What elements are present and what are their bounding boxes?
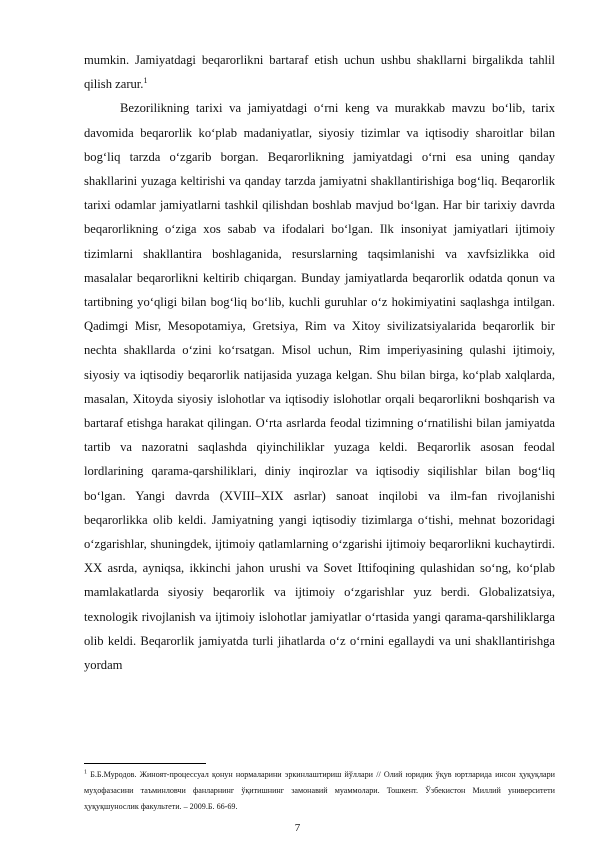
page-number: 7 bbox=[294, 822, 301, 834]
footnote-separator bbox=[84, 763, 206, 764]
paragraph-intro-text: mumkin. Jamiyatdagi beqarorlikni bartaraf etish uchun ushbu shakllarni birgalikda tahlil qilish zarur. bbox=[84, 53, 555, 92]
paragraph-history: Bezorilikning tarixi va jamiyatdagi o‘rni keng va murakkab mavzu bo‘lib, tarix davomida beqarorlik ko‘plab madaniyatlar, siyosiy tizimlar va iqtisodiy sharoitlar bilan bog‘liq tarzda o‘zgarib borgan. Beqarorlikning jamiyatdagi o‘rni esa uning qanday shakllarini yuzaga keltirishi va qanday tarzda jamiyatni shakllantirishiga bog‘liq. Beqarorlik tarixi odamlar jamiyatlarni tashkil qilishdan boshlab mavjud bo‘lgan. Har bir tarixiy davrda beqarorlikning o‘ziga xos sabab va ifodalari bo‘lgan. Ilk insoniyat jamiyatlari ijtimoiy tizimlarni shakllantira boshlaganida, resurslarning taqsimlanishi va xavfsizlikka oid masalalar beqarorlikni keltirib chiqargan. Bunday jamiyatlarda beqarorlik odatda qonun va tartibning yo‘qligi bilan bog‘liq bo‘lib, kuchli guruhlar o‘z hokimiyatini saqlashga intilgan. Qadimgi Misr, Mesopotamiya, Gretsiya, Rim va Xitoy sivilizatsiyalarida beqarorlik bir nechta shakllarda o‘zini ko‘rsatgan. Misol uchun, Rim imperiyasining qulashi ijtimoiy, siyosiy va iqtisodiy beqarorlik natijasida yuzaga kelgan. Shu bilan birga, ko‘plab xalqlarda, masalan, Xitoyda siyosiy islohotlar va iqtisodiy islohotlar orqali beqarorlikni boshqarish va bartaraf etishga harakat qilingan. O‘rta asrlarda feodal tizimning o‘rnatilishi bilan jamiyatda tartib va nazoratni saqlashda qiyinchiliklar yuzaga keldi. Beqarorlik asosan feodal lordlarining qarama-qarshiliklari, diniy inqirozlar va iqtisodiy siqilishlar bilan bog‘liq bo‘lgan. Yangi davrda (XVIII–XIX asrlar) sanoat inqilobi va ilm-fan rivojlanishi beqarorlikka olib keldi. Jamiyatning yangi iqtisodiy tizimlarga o‘tishi, mehnat bozoridagi o‘zgarishlar, shuningdek, ijtimoiy qatlamlarning o‘zgarishi ijtimoiy beqarorlikni kuchaytirdi. XX asrda, ayniqsa, ikkinchi jahon urushi va Sovet Ittifoqining qulashidan so‘ng, ko‘plab mamlakatlarda siyosiy beqarorlik va ijtimoiy o‘zgarishlar yuz berdi. Globalizatsiya, texnologik rivojlanish va ijtimoiy islohotlar jamiyatlar o‘rtasida yangi qarama-qarshiliklarga olib keldi. Beqarorlik jamiyatda turli jihatlarda o‘z o‘rnini egallaydi va uni shakllantirishga yordam bbox=[84, 101, 555, 673]
paragraph-intro bbox=[84, 48, 555, 96]
footnote-reference[interactable]: 1 bbox=[143, 76, 148, 86]
footnote-marker: 1 bbox=[84, 769, 87, 776]
document-body bbox=[84, 48, 555, 677]
footnote-text: Б.Б.Муродов. Жиноят-процессуал қонун нормаларини эркинлаштириш йўллари // Олий юридик ўқув юртларида инсон ҳуқуқлари муҳофазасини таъминловчи фанларнинг ўқитишнинг замонавий муаммолари. Тошкент. Ўзбекистон Миллий университети ҳуқуқшунослик факультети. – 2009.Б. 66-69. bbox=[84, 770, 555, 811]
footnote bbox=[84, 767, 555, 815]
